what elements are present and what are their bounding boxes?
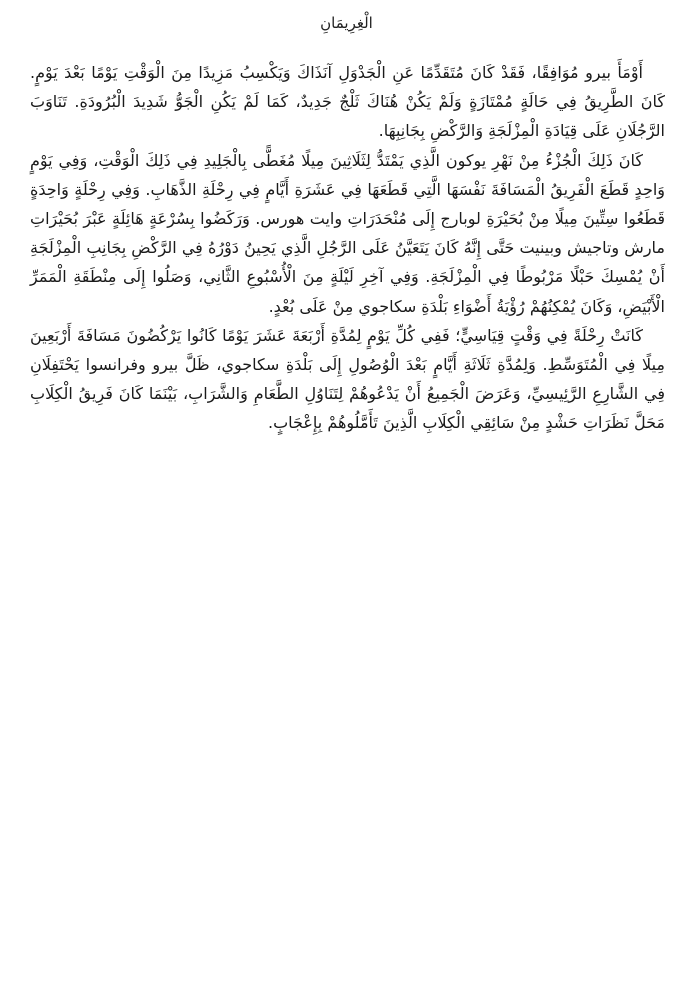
paragraph-1: أَوْمَأَ بيرو مُوَافِقًا، فَقَدْ كَانَ مُتَقَدِّمًا عَنِ الْجَدْوَلِ آنَذَاكَ وَيَكْسِبُ مَزِيدًا مِنَ الْوَقْتِ يَوْمًا بَعْدَ يَوْمٍ. كَانَ الطَّرِيقُ فِي حَالَةٍ مُمْتَازَةٍ وَلَمْ يَكُنْ هُنَاكَ ثَلْجٌ جَدِيدٌ، كَمَا لَمْ يَكُنِ الْجَوُّ شَدِيدَ الْبُرُودَةِ. تَنَاوَبَ الرَّجُلَانِ عَلَى قِيَادَةِ الْمِزْلَجَةِ وَالرَّكْضِ بِجَانِبِهَا. — [30, 63, 665, 141]
running-header: الْغِرِيمَانِ — [320, 14, 373, 32]
paragraph-3: كَانَتْ رِحْلَةً فِي وَقْتٍ قِيَاسِيٍّ؛ فَفِي كُلِّ يَوْمٍ لِمُدَّةِ أَرْبَعَةَ عَشَرَ يَوْمًا كَانُوا يَرْكُضُونَ مَسَافَةَ أَرْبَعِينَ مِيلًا فِي الْمُتَوَسِّطِ. وَلِمُدَّةِ ثَلَاثَةِ أَيَّامٍ بَعْدَ الْوُصُولِ إِلَى بَلْدَةِ سكاجوي، ظَلَّ بيرو وفرانسوا يَحْتَفِلَانِ فِي الشَّارِعِ الرَّئِيسِيِّ، وَعَرَضَ الْجَمِيعُ أَنْ يَدْعُوهُمْ لِتَنَاوُلِ الطَّعَامِ وَالشَّرَابِ، بَيْنَمَا كَانَ فَرِيقُ الْكِلَابِ مَحَلَّ نَظَرَاتِ حَشْدٍ مِنْ سَائِقِي الْكِلَابِ الَّذِينَ تَأَمَّلُوهُمْ بِإِعْجَابٍ. — [30, 325, 665, 433]
body-text — [30, 58, 665, 438]
paragraph-2: كَانَ ذَلِكَ الْجُزْءُ مِنْ نَهْرِ يوكون الَّذِي يَمْتَدُّ لِثَلَاثِينَ مِيلًا مُغَطًّى بِالْجَلِيدِ فِي ذَلِكَ الْوَقْتِ، وَفِي يَوْمٍ وَاحِدٍ قَطَعَ الْفَرِيقُ الْمَسَافَةَ نَفْسَهَا الَّتِي قَطَعَهَا فِي عَشَرَةِ أَيَّامٍ فِي رِحْلَةِ الذَّهَابِ. وَفِي رِحْلَةٍ وَاحِدَةٍ قَطَعُوا سِتِّينَ مِيلًا مِنْ بُحَيْرَةِ لوبارج إِلَى مُنْحَدَرَاتِ وايت هورس. وَرَكَضُوا بِسُرْعَةٍ هَائِلَةٍ عَبْرَ بُحَيْرَاتِ مارش وتاجيش وبينيت حَتَّى إِنَّهُ كَانَ يَتَعَيَّنُ عَلَى الرَّجُلِ الَّذِي يَحِينُ دَوْرُهُ فِي الرَّكْضِ بِجَانِبِ الْمِزْلَجَةِ أَنْ يُمْسِكَ حَبْلًا مَرْبُوطًا فِي الْمِزْلَجَةِ. وَفِي آخِرِ لَيْلَةٍ مِنَ الْأُسْبُوعِ الثَّانِي، وَصَلُوا إِلَى مِنْطَقَةِ الْمَمَرِّ الْأَبْيَضِ، وَكَانَ يُمْكِنُهُمْ رُؤْيَةُ أَضْوَاءِ بَلْدَةِ سكاجوي مِنْ عَلَى بُعْدٍ. — [30, 150, 665, 316]
